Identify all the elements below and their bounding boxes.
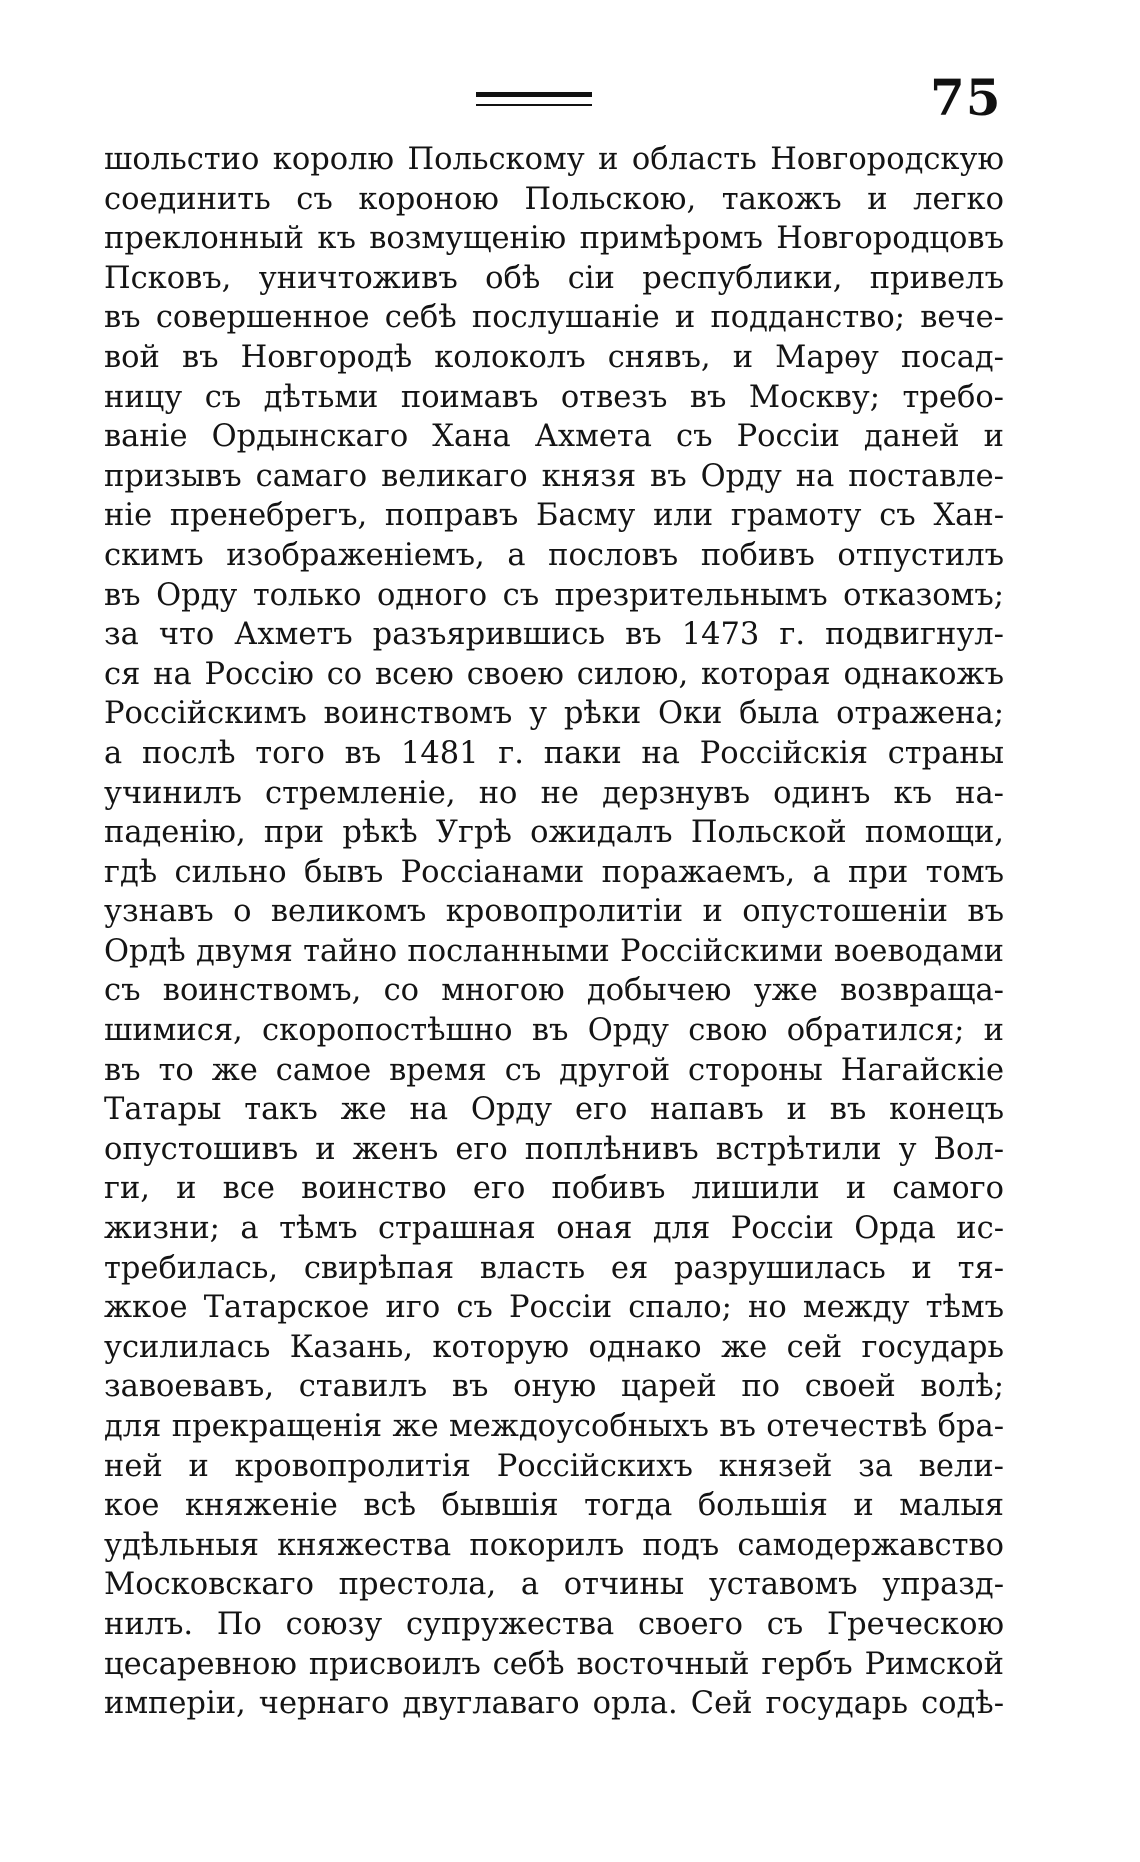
text-line: Татары такъ же на Орду его напавъ и въ конецъ bbox=[104, 1092, 1004, 1128]
text-line: кое княженіе всѣ бывшія тогда большія и малыя bbox=[104, 1488, 1004, 1524]
text-line: Московскаго престола, а отчины уставомъ упразд- bbox=[104, 1567, 1004, 1603]
text-line: съ воинствомъ, со многою добычею уже возвраща- bbox=[104, 973, 1004, 1009]
text-line: Псковъ, уничтоживъ обѣ сіи республики, привелъ bbox=[104, 260, 1004, 296]
text-line: требилась, свирѣпая власть ея разрушилась и тя- bbox=[104, 1250, 1004, 1286]
header-rule bbox=[476, 92, 592, 106]
text-line: вой въ Новгородѣ колоколъ снявъ, и Марѳу посад- bbox=[104, 339, 1004, 375]
text-line: преклонный къ возмущенію примѣромъ Новгородцовъ bbox=[104, 221, 1004, 257]
text-line: цесаревною присвоилъ себѣ восточный гербъ Римской bbox=[104, 1646, 1004, 1682]
text-line: имперіи, чернаго двуглаваго орла. Сей государь содѣ- bbox=[104, 1686, 1004, 1722]
text-line: въ то же самое время съ другой стороны Нагайскіе bbox=[104, 1052, 1004, 1088]
text-line: шимися, скоропостѣшно въ Орду свою обратился; и bbox=[104, 1013, 1004, 1049]
text-line: нилъ. По союзу супружества своего съ Греческою bbox=[104, 1606, 1004, 1642]
text-line: призывъ самаго великаго князя въ Орду на поставле- bbox=[104, 458, 1004, 494]
text-line: Ордѣ двумя тайно посланными Россійскими воеводами bbox=[104, 933, 1004, 969]
text-line: въ Орду только одного съ презрительнымъ отказомъ; bbox=[104, 577, 1004, 613]
text-line: а послѣ того въ 1481 г. паки на Россійскія страны bbox=[104, 735, 1004, 771]
text-line: паденію, при рѣкѣ Угрѣ ожидалъ Польской помощи, bbox=[104, 815, 1004, 851]
text-line: ся на Россію со всею своею силою, которая однакожъ bbox=[104, 656, 1004, 692]
text-line: ги, и все воинство его побивъ лишили и самого bbox=[104, 1171, 1004, 1207]
text-line: усилилась Казань, которую однако же сей государь bbox=[104, 1329, 1004, 1365]
text-line: узнавъ о великомъ кровопролитіи и опустошеніи въ bbox=[104, 894, 1004, 930]
text-line: въ совершенное себѣ послушаніе и подданство; вече- bbox=[104, 300, 1004, 336]
text-line: за что Ахметъ разъярившись въ 1473 г. подвигнул- bbox=[104, 617, 1004, 653]
text-line: опустошивъ и женъ его поплѣнивъ встрѣтили у Вол- bbox=[104, 1131, 1004, 1167]
text-line: ницу съ дѣтьми поимавъ отвезъ въ Москву; требо- bbox=[104, 379, 1004, 415]
text-line: шольстио королю Польскому и область Новгородскую bbox=[104, 142, 1004, 177]
text-line: удѣльныя княжества покорилъ подъ самодержавство bbox=[104, 1527, 1004, 1563]
text-line: скимъ изображеніемъ, а пословъ побивъ отпустилъ bbox=[104, 537, 1004, 573]
text-line: жкое Татарское иго съ Россіи спало; но между тѣмъ bbox=[104, 1290, 1004, 1326]
page-number: 75 bbox=[930, 68, 1002, 127]
text-line: ваніе Ордынскаго Хана Ахмета съ Россіи даней и bbox=[104, 419, 1004, 455]
text-line: Россійскимъ воинствомъ у рѣки Оки была отражена; bbox=[104, 696, 1004, 732]
text-line: ней и кровопролитія Россійскихъ князей за вели- bbox=[104, 1448, 1004, 1484]
text-line: гдѣ сильно бывъ Россіанами поражаемъ, а при томъ bbox=[104, 854, 1004, 890]
text-line: для прекращенія же междоусобныхъ въ отечествѣ бра- bbox=[104, 1409, 1004, 1444]
text-line: завоевавъ, ставилъ въ оную царей по своей волѣ; bbox=[104, 1369, 1004, 1405]
text-line: соединить съ короною Польскою, такожъ и легко bbox=[104, 181, 1004, 217]
body-text bbox=[104, 140, 1004, 1724]
text-line: ніе пренебрегъ, поправъ Басму или грамоту съ Хан- bbox=[104, 498, 1004, 534]
text-line: учинилъ стремленіе, но не дерзнувъ одинъ къ на- bbox=[104, 775, 1004, 811]
text-line: жизни; а тѣмъ страшная оная для Россіи Орда ис- bbox=[104, 1211, 1004, 1247]
